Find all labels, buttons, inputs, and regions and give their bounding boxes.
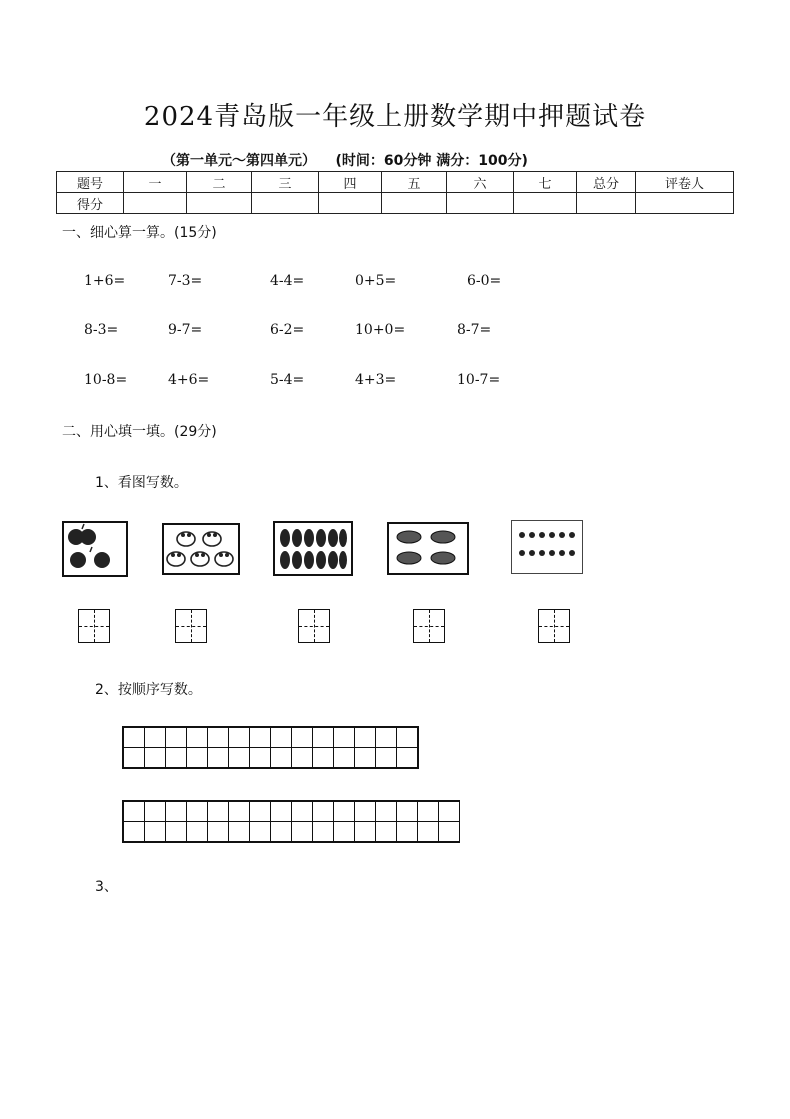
grid-cell[interactable] bbox=[123, 748, 145, 769]
grid-cell[interactable] bbox=[292, 822, 313, 843]
grid-cell[interactable] bbox=[334, 727, 355, 748]
grid-cell[interactable] bbox=[397, 801, 418, 822]
grid-cell[interactable] bbox=[271, 748, 292, 769]
equation: 4-4= bbox=[270, 273, 305, 289]
score-row-label: 得分 bbox=[57, 193, 124, 214]
grid-cell[interactable] bbox=[418, 822, 439, 843]
grid-cell[interactable] bbox=[229, 748, 250, 769]
answer-box[interactable] bbox=[175, 609, 207, 643]
grid-cell[interactable] bbox=[166, 822, 187, 843]
score-header-cell: 题号 bbox=[57, 172, 124, 193]
grid-cell[interactable] bbox=[313, 748, 334, 769]
score-cell[interactable] bbox=[382, 193, 447, 214]
grid-cell[interactable] bbox=[334, 748, 355, 769]
grid-cell[interactable] bbox=[166, 748, 187, 769]
score-cell[interactable] bbox=[319, 193, 382, 214]
grid-cell[interactable] bbox=[439, 801, 460, 822]
answer-box[interactable] bbox=[78, 609, 110, 643]
grid-cell[interactable] bbox=[397, 822, 418, 843]
equation: 6-2= bbox=[270, 322, 305, 338]
equation: 4+3= bbox=[355, 372, 397, 388]
score-cell[interactable] bbox=[636, 193, 734, 214]
apple-icon bbox=[64, 523, 124, 573]
grid-cell[interactable] bbox=[397, 748, 419, 769]
grid-cell[interactable] bbox=[355, 822, 376, 843]
equation: 7-3= bbox=[168, 273, 203, 289]
grid-cell[interactable] bbox=[355, 748, 376, 769]
grid-cell[interactable] bbox=[187, 822, 208, 843]
grid-cell[interactable] bbox=[187, 727, 208, 748]
equation: 10-8= bbox=[84, 372, 128, 388]
question-3-label: 3、 bbox=[95, 879, 118, 895]
grid-cell[interactable] bbox=[187, 801, 208, 822]
grid-cell[interactable] bbox=[187, 748, 208, 769]
question-2-label: 2、按顺序写数。 bbox=[95, 682, 202, 698]
fish-picture-box bbox=[273, 521, 353, 576]
equation: 8-7= bbox=[457, 322, 492, 338]
cloud-icon bbox=[389, 524, 467, 572]
fish-icon bbox=[275, 523, 351, 574]
grid-cell[interactable] bbox=[123, 822, 145, 843]
grid-cell[interactable] bbox=[208, 801, 229, 822]
equation: 0+5= bbox=[355, 273, 397, 289]
grid-cell[interactable] bbox=[250, 748, 271, 769]
score-header-cell: 四 bbox=[319, 172, 382, 193]
grid-cell[interactable] bbox=[292, 727, 313, 748]
answer-box[interactable] bbox=[538, 609, 570, 643]
equation: 4+6= bbox=[168, 372, 210, 388]
question-1-label: 1、看图写数。 bbox=[95, 475, 188, 491]
grid-cell[interactable] bbox=[271, 822, 292, 843]
grid-cell[interactable] bbox=[313, 822, 334, 843]
section1-heading: 一、细心算一算。(15分) bbox=[62, 225, 217, 241]
equation: 10+0= bbox=[355, 322, 406, 338]
grid-cell[interactable] bbox=[229, 822, 250, 843]
grid-cell[interactable] bbox=[334, 801, 355, 822]
grid-cell[interactable] bbox=[397, 727, 419, 748]
grid-cell[interactable] bbox=[271, 801, 292, 822]
cloud-picture-box bbox=[387, 522, 469, 575]
grid-cell[interactable] bbox=[208, 822, 229, 843]
flower-icon bbox=[512, 521, 582, 573]
grid-cell[interactable] bbox=[208, 727, 229, 748]
frog-icon bbox=[164, 525, 238, 573]
score-header-cell: 五 bbox=[382, 172, 447, 193]
grid-cell[interactable] bbox=[208, 748, 229, 769]
grid-cell[interactable] bbox=[376, 727, 397, 748]
score-cell[interactable] bbox=[187, 193, 252, 214]
apple-picture-box bbox=[62, 521, 128, 577]
grid-cell[interactable] bbox=[229, 727, 250, 748]
score-cell[interactable] bbox=[252, 193, 319, 214]
grid-cell[interactable] bbox=[313, 801, 334, 822]
exam-title: 2024青岛版一年级上册数学期中押题试卷 bbox=[143, 102, 647, 132]
grid-cell[interactable] bbox=[250, 822, 271, 843]
score-header-cell: 六 bbox=[447, 172, 514, 193]
score-table-score-row bbox=[57, 193, 734, 214]
score-cell[interactable] bbox=[577, 193, 636, 214]
sequence-grid-1[interactable] bbox=[122, 726, 419, 769]
equation: 10-7= bbox=[457, 372, 501, 388]
grid-cell[interactable] bbox=[145, 822, 166, 843]
grid-cell[interactable] bbox=[271, 727, 292, 748]
flower-picture-box bbox=[511, 520, 583, 574]
grid-cell[interactable] bbox=[418, 801, 439, 822]
score-header-cell: 总分 bbox=[577, 172, 636, 193]
score-cell[interactable] bbox=[447, 193, 514, 214]
equation: 1+6= bbox=[84, 273, 126, 289]
exam-subtitle: （第一单元～第四单元） (时间：60分钟 满分：100分) bbox=[162, 153, 528, 169]
sequence-grid-2[interactable] bbox=[122, 800, 460, 843]
grid-cell[interactable] bbox=[229, 801, 250, 822]
score-header-cell: 二 bbox=[187, 172, 252, 193]
score-header-cell: 评卷人 bbox=[636, 172, 734, 193]
section2-heading: 二、用心填一填。(29分) bbox=[62, 424, 217, 440]
grid-cell[interactable] bbox=[250, 727, 271, 748]
frog-picture-box bbox=[162, 523, 240, 575]
equation: 8-3= bbox=[84, 322, 119, 338]
grid-cell[interactable] bbox=[355, 801, 376, 822]
score-cell[interactable] bbox=[124, 193, 187, 214]
grid-cell[interactable] bbox=[376, 822, 397, 843]
equation: 6-0= bbox=[467, 273, 502, 289]
score-table-header-row bbox=[57, 172, 734, 193]
answer-box[interactable] bbox=[413, 609, 445, 643]
score-table bbox=[56, 171, 734, 214]
grid-cell[interactable] bbox=[250, 801, 271, 822]
grid-cell[interactable] bbox=[123, 801, 145, 822]
grid-cell[interactable] bbox=[334, 822, 355, 843]
equation: 9-7= bbox=[168, 322, 203, 338]
equation: 5-4= bbox=[270, 372, 305, 388]
answer-box[interactable] bbox=[298, 609, 330, 643]
grid-cell[interactable] bbox=[376, 748, 397, 769]
grid-cell[interactable] bbox=[166, 727, 187, 748]
grid-cell[interactable] bbox=[123, 727, 145, 748]
grid-cell[interactable] bbox=[145, 727, 166, 748]
grid-cell[interactable] bbox=[292, 748, 313, 769]
grid-cell[interactable] bbox=[145, 801, 166, 822]
grid-cell[interactable] bbox=[439, 822, 460, 843]
score-header-cell: 七 bbox=[514, 172, 577, 193]
score-header-cell: 一 bbox=[124, 172, 187, 193]
grid-cell[interactable] bbox=[292, 801, 313, 822]
score-header-cell: 三 bbox=[252, 172, 319, 193]
grid-cell[interactable] bbox=[166, 801, 187, 822]
grid-cell[interactable] bbox=[355, 727, 376, 748]
grid-cell[interactable] bbox=[145, 748, 166, 769]
grid-cell[interactable] bbox=[376, 801, 397, 822]
grid-cell[interactable] bbox=[313, 727, 334, 748]
score-cell[interactable] bbox=[514, 193, 577, 214]
